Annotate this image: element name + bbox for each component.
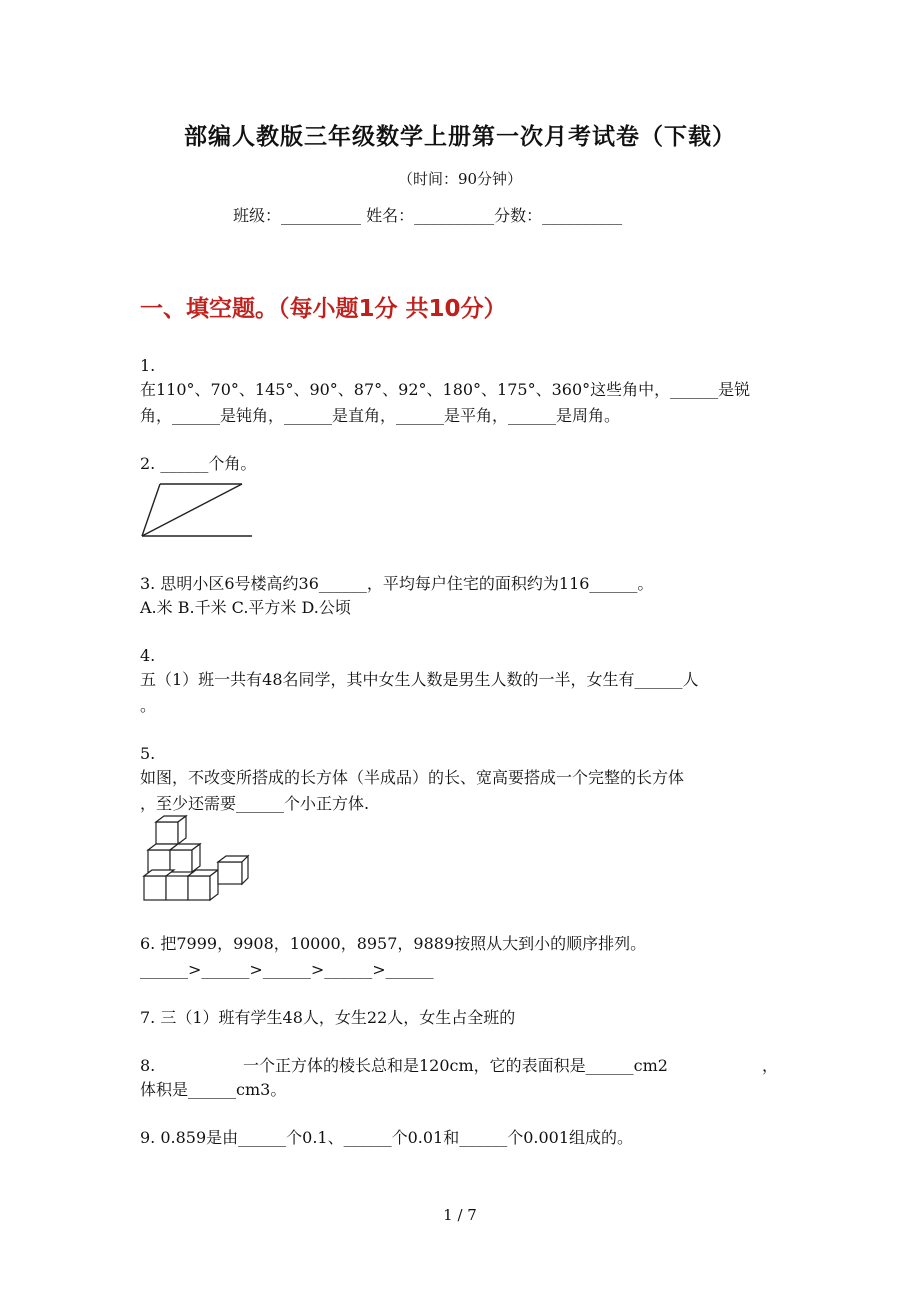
q5-number: 5. [140,744,156,763]
q4-number: 4. [140,646,156,665]
q8-number: 8. [140,1056,156,1075]
student-info-fields: 班级：__________ 姓名：__________分数：__________ [233,206,623,225]
page-title: 部编人教版三年级数学上册第一次月考试卷（下载） [184,124,736,150]
q8-text-line1: 一个正方体的棱长总和是120cm，它的表面积是______cm2 [243,1056,668,1075]
q3-options: A.米 B.千米 C.平方米 D.公顷 [140,598,351,617]
page-number: 1 / 7 [443,1206,477,1224]
q9-text: 9. 0.859是由______个0.1、______个0.01和______个0.001组成的。 [140,1128,634,1147]
q4-text-line2: 。 [140,696,157,715]
q8-comma: ， [762,1056,779,1075]
q8-text-line2: 体积是______cm3。 [140,1080,287,1099]
q7-text: 7. 三（1）班有学生48人，女生22人，女生占全班的 [140,1008,516,1027]
q1-text-line1: 在110°、70°、145°、90°、87°、92°、180°、175°、360°这些角中，______是锐 [140,380,751,399]
cube-stack-figure [140,812,250,906]
angle-figure [140,478,255,540]
q5-text-line2: ，至少还需要______个小正方体. [140,794,370,813]
q3-text: 3. 思明小区6号楼高约36______，平均每户住宅的面积约为116______。 [140,574,654,593]
q4-text-line1: 五（1）班一共有48名同学，其中女生人数是男生人数的一半，女生有______人 [140,670,699,689]
section-heading: 一、填空题。（每小题1分 共10分） [140,296,507,322]
q1-text-line2: 角，______是钝角，______是直角，______是平角，______是周角。 [140,406,621,425]
q6-text: 6. 把7999，9908，10000，8957，9889按照从大到小的顺序排列。 [140,934,647,953]
q5-text-line1: 如图，不改变所搭成的长方体（半成品）的长、宽高要搭成一个完整的长方体 [140,768,685,787]
exam-time: （时间：90分钟） [397,170,523,188]
q2-text: 2. ______个角。 [140,454,257,473]
q1-number: 1. [140,356,156,375]
q6-answer-blanks: ______>______>______>______>______ [140,960,434,979]
